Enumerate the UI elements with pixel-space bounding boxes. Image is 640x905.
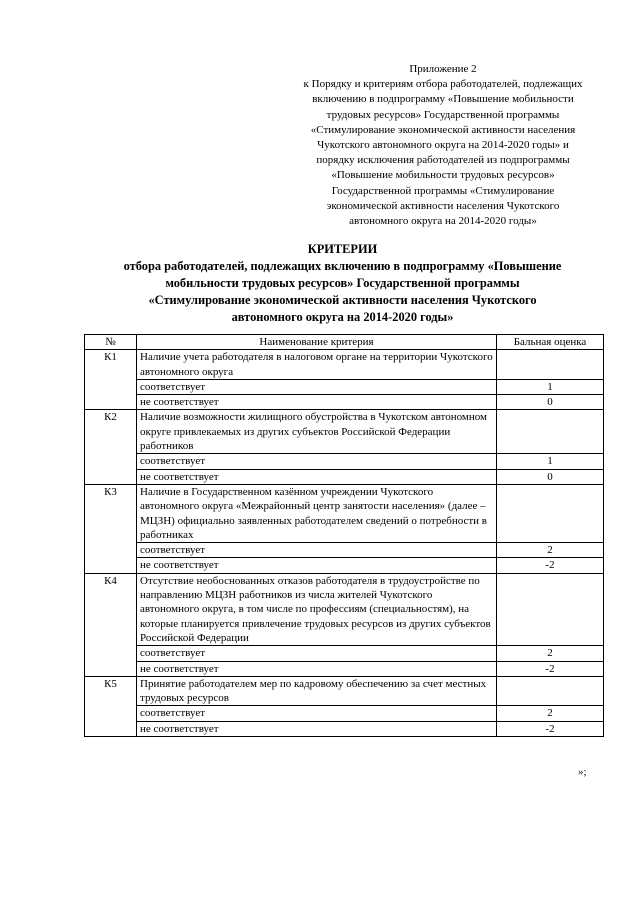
document-title	[80, 241, 605, 326]
option-label: соответствует	[137, 379, 497, 394]
appendix-header	[278, 62, 608, 229]
option-row	[85, 469, 604, 484]
option-score: -2	[497, 721, 604, 736]
title-heading: КРИТЕРИИ	[307, 242, 378, 256]
option-label: не соответствует	[137, 558, 497, 573]
appendix-line: трудовых ресурсов» Государственной программы	[326, 108, 560, 121]
option-score: 2	[497, 706, 604, 721]
option-row	[85, 395, 604, 410]
option-score: 2	[497, 646, 604, 661]
criterion-row	[85, 676, 604, 706]
table-header-row	[85, 335, 604, 350]
criterion-code: К1	[85, 350, 137, 410]
criterion-score-empty	[497, 484, 604, 542]
option-score: -2	[497, 661, 604, 676]
option-row	[85, 558, 604, 573]
header-criterion-name: Наименование критерия	[137, 335, 497, 350]
criterion-score-empty	[497, 573, 604, 645]
criteria-table	[84, 334, 604, 737]
option-label: не соответствует	[137, 395, 497, 410]
criterion-score-empty	[497, 410, 604, 454]
option-row	[85, 543, 604, 558]
criterion-code: К3	[85, 484, 137, 573]
option-row	[85, 721, 604, 736]
option-label: соответствует	[137, 646, 497, 661]
closing-quote: »;	[578, 766, 587, 778]
option-row	[85, 379, 604, 394]
option-score: 0	[497, 469, 604, 484]
option-score: 1	[497, 454, 604, 469]
criterion-row	[85, 410, 604, 454]
option-row	[85, 661, 604, 676]
appendix-line: Государственной программы «Стимулирование	[331, 184, 555, 197]
criterion-code: К4	[85, 573, 137, 676]
appendix-line: экономической активности населения Чукотского	[326, 199, 560, 212]
criterion-score-empty	[497, 350, 604, 380]
option-label: не соответствует	[137, 721, 497, 736]
criterion-name: Наличие в Государственном казённом учреждении Чукотского автономного округа «Межрайонный центр занятости населения» (далее – МЦЗН) официально заявленных работодателем сведений о потребности в работниках	[137, 484, 497, 542]
title-line: автономного округа на 2014-2020 годы»	[231, 310, 454, 324]
header-number: №	[85, 335, 137, 350]
option-label: не соответствует	[137, 469, 497, 484]
option-row	[85, 706, 604, 721]
appendix-line: к Порядку и критериям отбора работодателей, подлежащих	[303, 78, 583, 91]
option-score: 2	[497, 543, 604, 558]
criterion-name: Принятие работодателем мер по кадровому обеспечению за счет местных трудовых ресурсов	[137, 676, 497, 706]
title-line: мобильности трудовых ресурсов» Государственной программы	[165, 276, 520, 290]
option-score: 0	[497, 395, 604, 410]
appendix-line: автономного округа на 2014-2020 годы»	[349, 215, 537, 228]
appendix-line: Чукотского автономного округа на 2014-2020 годы» и	[317, 139, 569, 152]
option-label: не соответствует	[137, 661, 497, 676]
criterion-row	[85, 573, 604, 645]
criterion-name: Отсутствие необоснованных отказов работодателя в трудоустройстве по направлению МЦЗН работников из числа жителей Чукотского автономного округа, в том числе по профессиям (специальностям), на которые планируется привлечение трудовых ресурсов из других субъектов Российской Федерации	[137, 573, 497, 645]
option-score: 1	[497, 379, 604, 394]
option-score: -2	[497, 558, 604, 573]
appendix-line: включению в подпрограмму «Повышение мобильности	[312, 93, 574, 106]
criterion-row	[85, 484, 604, 542]
option-label: соответствует	[137, 454, 497, 469]
title-line: отбора работодателей, подлежащих включению в подпрограмму «Повышение	[123, 259, 562, 273]
appendix-line: «Стимулирование экономической активности населения	[310, 123, 576, 136]
appendix-line: Приложение 2	[409, 63, 477, 75]
criterion-score-empty	[497, 676, 604, 706]
criterion-name: Наличие учета работодателя в налоговом органе на территории Чукотского автономного округа	[137, 350, 497, 380]
criterion-code: К5	[85, 676, 137, 736]
option-label: соответствует	[137, 543, 497, 558]
appendix-line: порядку исключения работодателей из подпрограммы	[316, 154, 570, 167]
header-score: Бальная оценка	[497, 335, 604, 350]
appendix-line: «Повышение мобильности трудовых ресурсов»	[331, 169, 555, 182]
option-row	[85, 646, 604, 661]
option-label: соответствует	[137, 706, 497, 721]
criterion-row	[85, 350, 604, 380]
title-line: «Стимулирование экономической активности населения Чукотского	[148, 293, 537, 307]
option-row	[85, 454, 604, 469]
criteria-body	[85, 350, 604, 737]
criterion-code: К2	[85, 410, 137, 484]
criterion-name: Наличие возможности жилищного обустройства в Чукотском автономном округе привлекаемых из других субъектов Российской Федерации работников	[137, 410, 497, 454]
